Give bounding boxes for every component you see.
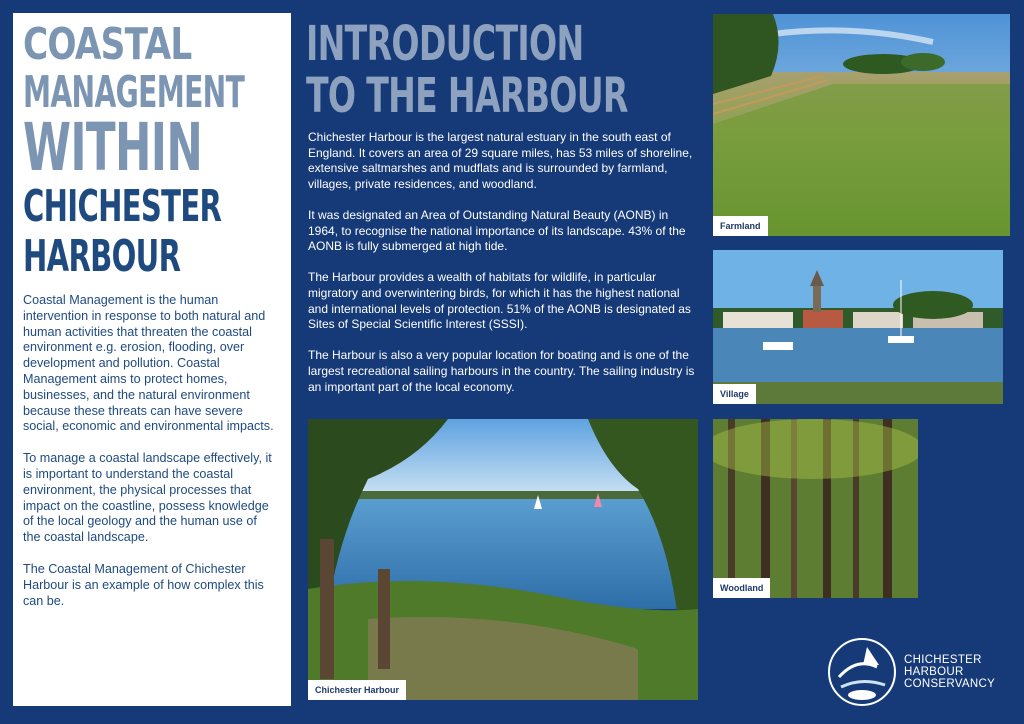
intro-body bbox=[308, 130, 700, 411]
left-panel bbox=[13, 13, 291, 706]
title-line-management: MANAGEMENT bbox=[23, 67, 245, 118]
title-line-coastal: COASTAL bbox=[23, 19, 192, 70]
village-photo bbox=[713, 250, 1003, 404]
village-label: Village bbox=[713, 384, 756, 404]
conservancy-name bbox=[904, 654, 995, 690]
intro-paragraph-4: The Harbour is also a very popular location for boating and is one of the largest recreational sailing harbours in the country. The sailing industry is an important part of the local economy. bbox=[308, 348, 695, 394]
logo-line-3: CONSERVANCY bbox=[904, 678, 996, 690]
conservancy-logo-icon bbox=[827, 637, 897, 712]
intro-title bbox=[306, 16, 772, 124]
woodland-photo bbox=[713, 419, 918, 598]
harbour-photo bbox=[308, 419, 698, 700]
intro-paragraph-2: It was designated an Area of Outstanding Natural Beauty (AONB) in 1964, to recognise the national importance of its landscape. 43% of the AONB is fully submerged at high tide. bbox=[308, 207, 686, 254]
intro-paragraph-1: Chichester Harbour is the largest natural estuary in the south east of England. It covers an area of 29 square miles, has 53 miles of shoreline, extensive saltmarshes and mudflats and is surrounded by farmland, villages, private residences, and woodland. bbox=[308, 130, 693, 191]
left-paragraph-3: The Coastal Management of Chichester Harbour is an example of how complex this can be. bbox=[23, 561, 264, 608]
farmland-label: Farmland bbox=[713, 216, 768, 236]
logo-line-1: CHICHESTER bbox=[904, 654, 982, 666]
intro-title-line-1: INTRODUCTION bbox=[306, 16, 584, 72]
woodland-label: Woodland bbox=[713, 578, 770, 598]
title-line-within: WITHIN bbox=[23, 109, 203, 186]
left-paragraph-2: To manage a coastal landscape effectively, it is important to understand the coastal environment, the physical processes that impact on the coastline, possess knowledge of the local geology and the human use of the coastal landscape. bbox=[23, 451, 272, 545]
farmland-photo bbox=[713, 14, 1010, 236]
intro-paragraph-3: The Harbour provides a wealth of habitats for wildlife, in particular migratory and overwintering birds, for which it has the highest national and international levels of protection. 51% of the AONB is designated as Sites of Special Scientific Interest (SSSI). bbox=[308, 270, 691, 332]
left-paragraph-1: Coastal Management is the human intervention in response to both natural and human activities that threaten the coastal environment e.g. erosion, flooding, over development and pollution. Coastal Management aims to protect homes, businesses, and the natural environment because these threats can have severe social, economic and environmental impacts. bbox=[23, 293, 274, 434]
logo-line-2: HARBOUR bbox=[904, 666, 964, 678]
harbour-label: Chichester Harbour bbox=[308, 680, 406, 700]
left-body bbox=[23, 293, 275, 625]
title-line-harbour: HARBOUR bbox=[23, 231, 181, 282]
intro-title-line-2: TO THE HARBOUR bbox=[306, 68, 628, 124]
title-line-chichester: CHICHESTER bbox=[23, 181, 222, 232]
